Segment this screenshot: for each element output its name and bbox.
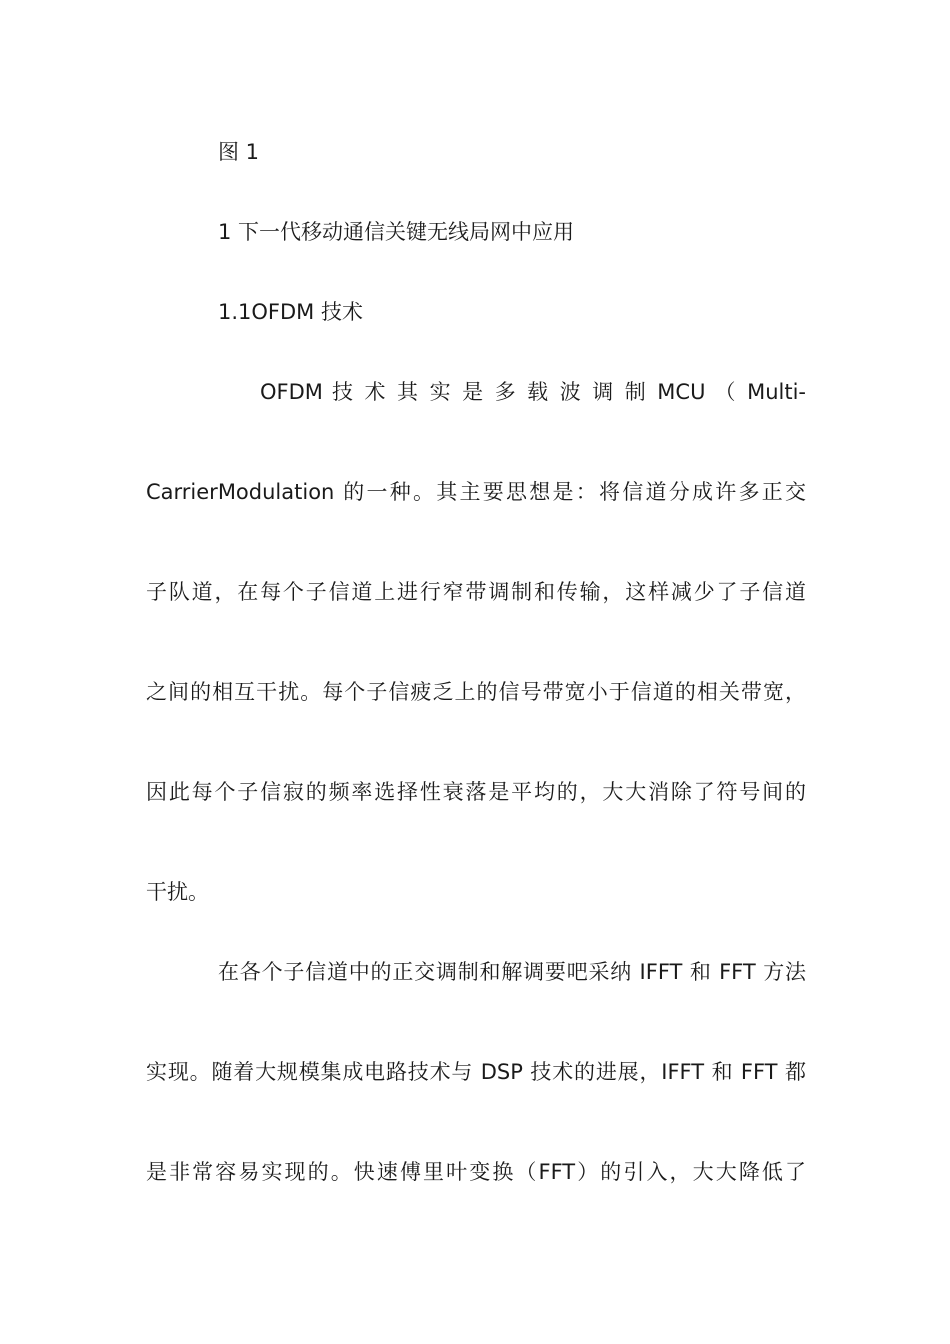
- subsection-heading: 1.1OFDM 技术: [218, 300, 363, 324]
- paragraph-line: OFDM 技 术 其 实 是 多 载 波 调 制 MCU （ Multi-: [260, 380, 806, 404]
- paragraph-line: 因此每个子信寂的频率选择性衰落是平均的，大大消除了符号间的: [146, 780, 806, 804]
- figure-caption: 图 1: [218, 140, 260, 164]
- paragraph-line: 是非常容易实现的。快速傅里叶变换（FFT）的引入，大大降低了: [146, 1160, 806, 1184]
- paragraph-line: 实现。随着大规模集成电路技术与 DSP 技术的进展，IFFT 和 FFT 都: [146, 1060, 806, 1084]
- paragraph-line: 在各个子信道中的正交调制和解调要吧采纳 IFFT 和 FFT 方法: [218, 960, 806, 984]
- section-heading: 1 下一代移动通信关键无线局网中应用: [218, 220, 575, 244]
- paragraph-line: 干扰。: [146, 880, 209, 904]
- paragraph-line: 子队道，在每个子信道上进行窄带调制和传输，这样减少了子信道: [146, 580, 806, 604]
- paragraph-line: 之间的相互干扰。每个子信疲乏上的信号带宽小于信道的相关带宽，: [146, 680, 806, 704]
- paragraph-line: CarrierModulation 的一种。其主要思想是：将信道分成许多正交: [146, 480, 806, 504]
